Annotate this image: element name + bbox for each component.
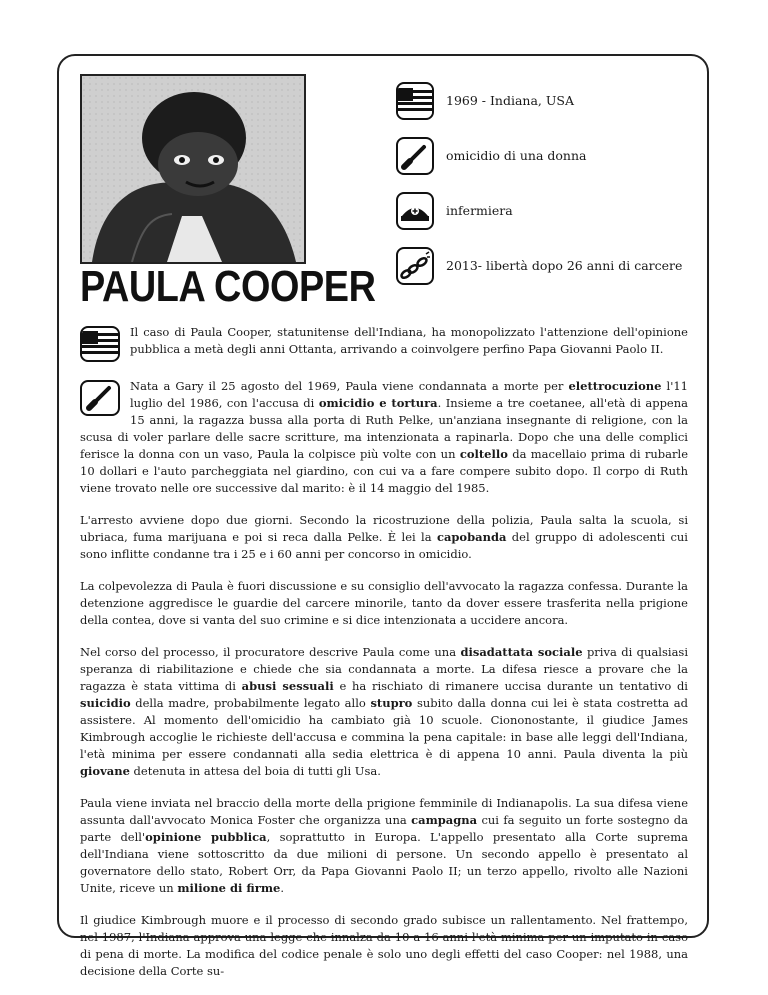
text-run: subito dalla donna cui lei è stata costretta ad assistere. Al momento dell'omicidio ha cambiato già 10 scuole. Ciononostante, il giudice James Kimbrough accoglie le richieste dell'accusa e commina la pena capitale: in base alle leggi dell'Indiana, l'età minima per essere condannati alla sedia elettrica è di appena 10 anni. Paula diventa la più xyxy=(80,696,688,761)
nurse-cap-icon xyxy=(396,192,434,230)
paragraph xyxy=(80,912,688,980)
fact-release xyxy=(396,247,696,284)
fact-place xyxy=(396,82,696,119)
fact-crime xyxy=(396,137,696,174)
text-run: . xyxy=(280,881,284,895)
highlight-term: elettrocuzione xyxy=(568,379,662,393)
highlight-term: coltello xyxy=(459,447,508,461)
highlight-term: campagna xyxy=(411,813,478,827)
text-run: , soprattutto in Europa. L'appello presentato alla Corte suprema dell'Indiana viene sottoscritto da due milioni di persone. Un secondo appello è presentato al governatore dello stato, Robert Orr, da Papa Giovanni Paolo II; un terzo appello, rivolto alle Nazioni Unite, riceve un xyxy=(80,830,689,895)
knife-icon xyxy=(80,380,120,416)
fact-release-text: 2013- libertà dopo 26 anni di carcere xyxy=(446,258,683,273)
fact-job-text: infermiera xyxy=(446,203,513,218)
text-run: della madre, probabilmente legato allo xyxy=(130,696,371,710)
paragraph xyxy=(80,644,688,780)
highlight-term: disadattata sociale xyxy=(460,645,583,659)
article-body xyxy=(80,324,688,995)
paragraph xyxy=(80,512,688,563)
fact-job xyxy=(396,192,696,229)
highlight-term: giovane xyxy=(80,764,130,778)
page-title: PAULA COOPER xyxy=(80,262,376,311)
text-run: . Insieme a tre coetanee, all'età di appena 15 anni, la ragazza bussa alla porta di Ruth Pelke, un'anziana insegnante di religione, con la scusa di voler parlare delle sacre scritture, ma intenzionata a rapinarla. Dopo che una delle complici ferisce la donna con un vaso, Paula la colpisce più volte con un xyxy=(80,396,689,461)
text-run: l'11 luglio del 1986, con l'accusa di xyxy=(130,379,688,410)
text-run: La colpevolezza di Paula è fuori discussione e su consiglio dell'avvocato la ragazza confessa. Durante la detenzione aggredisce le guardie del carcere minorile, tanto da dover essere trasferita nella prigione della contea, dove si vanta del suo crimine e si dice intenzionata a uccidere ancora. xyxy=(80,579,688,627)
text-run: Nata a Gary il 25 agosto del 1969, Paula viene condannata a morte per xyxy=(130,379,569,393)
paragraph xyxy=(80,378,688,497)
intro-paragraph: Il caso di Paula Cooper, statunitense dell'Indiana, ha monopolizzato l'attenzione dell'opinione pubblica a metà degli anni Ottanta, arrivando a coinvolgere perfino Papa Giovanni Paolo II. xyxy=(130,325,688,356)
highlight-term: stupro xyxy=(370,696,413,710)
text-run: del gruppo di adolescenti cui sono inflitte condanne tra i 25 e i 60 anni per concorso in omicidio. xyxy=(80,530,688,561)
highlight-term: milione di firme xyxy=(177,881,281,895)
text-run: da macellaio prima di rubarle 10 dollari e l'auto parcheggiata nel giardino, con cui va a fare compere subito dopo. Il corpo di Ruth viene trovato nelle ore successive dal marito: è il 14 maggio del 1985. xyxy=(80,447,688,495)
usa-flag-icon xyxy=(396,82,434,120)
text-run: priva di qualsiasi speranza di riabilitazione e chiede che sia condannata a morte. La difesa riesce a provare che la ragazza è stata vittima di xyxy=(80,645,689,693)
highlight-term: suicidio xyxy=(80,696,131,710)
broken-chain-icon xyxy=(396,247,434,285)
text-run: detenuta in attesa del boia di tutti gli Usa. xyxy=(129,764,381,778)
highlight-term: omicidio e tortura xyxy=(318,396,438,410)
text-run: Nel corso del processo, il procuratore descrive Paula come una xyxy=(80,645,461,659)
paragraph xyxy=(80,578,688,629)
highlight-term: opinione pubblica xyxy=(145,830,267,844)
fact-place-text: 1969 - Indiana, USA xyxy=(446,93,574,108)
text-run: cui fa seguito un forte sostegno da parte dell' xyxy=(80,813,688,844)
text-run: e ha rischiato di rimanere uccisa durante un tentativo di xyxy=(333,679,688,693)
highlight-term: abusi sessuali xyxy=(241,679,334,693)
highlight-term: capobanda xyxy=(436,530,507,544)
knife-icon xyxy=(396,137,434,175)
text-run: Paula viene inviata nel braccio della morte della prigione femminile di Indianapolis. La sua difesa viene assunta dall'avvocato Monica Foster che organizza una xyxy=(80,796,688,827)
paragraph xyxy=(80,795,688,897)
fact-crime-text: omicidio di una donna xyxy=(446,148,587,163)
usa-flag-icon xyxy=(80,326,120,362)
text-run: Il giudice Kimbrough muore e il processo di secondo grado subisce un rallentamento. Nel frattempo, nel 1987, l'Indiana approva una legge che innalza da 10 a 16 anni l'età minima per un imputato in caso di pena di morte. La modifica del codice penale è solo uno degli effetti del caso Cooper: nel 1988, una decisione della Corte su- xyxy=(80,913,688,978)
portrait-illustration xyxy=(80,74,306,264)
facts-list xyxy=(396,82,696,302)
text-run: L'arresto avviene dopo due giorni. Secondo la ricostruzione della polizia, Paula salta la scuola, si ubriaca, fuma marijuana e poi si reca dalla Pelke. È lei la xyxy=(80,513,688,544)
